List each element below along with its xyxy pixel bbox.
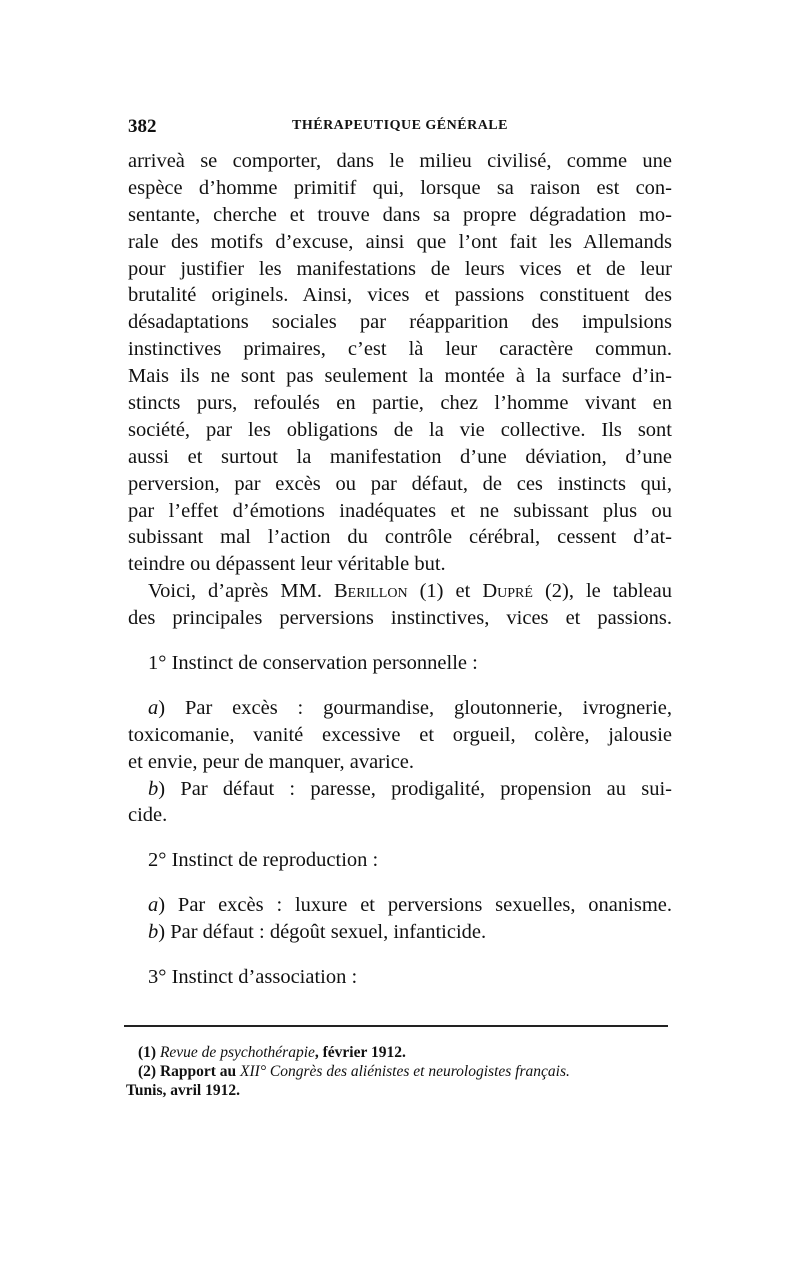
paragraph-1-line: espèce d’homme primitif qui, lorsque sa raison est con- — [128, 176, 672, 199]
section-2-heading: 2° Instinct de reproduction : — [148, 849, 379, 872]
section-1-a-line-3: et envie, peur de manquer, avarice. — [128, 750, 415, 773]
paragraph-1-line: perversion, par excès ou par défaut, de ces instincts qui, — [128, 472, 672, 495]
paragraph-1-line: Mais ils ne sont pas seulement la montée à la surface d’in- — [128, 365, 672, 388]
section-1-b-line-2: cide. — [128, 804, 168, 827]
footnote-2-continuation: Tunis, avril 1912. — [126, 1082, 240, 1099]
body-text — [128, 148, 672, 991]
paragraph-1-line: instinctives primaires, c’est là leur caractère commun. — [128, 338, 672, 361]
section-1-a-line-2: toxicomanie, vanité excessive et orgueil, colère, jalousie — [128, 723, 672, 746]
paragraph-1-line: pour justifier les manifestations de leurs vices et de leur — [128, 257, 672, 280]
paragraph-1-line: société, par les obligations de la vie collective. Ils sont — [128, 418, 672, 441]
paragraph-1-line: aussi et surtout la manifestation d’une déviation, d’une — [128, 445, 672, 468]
footnotes — [126, 1043, 672, 1100]
paragraph-2-line-1: Voici, d’après MM. Berillon (1) et Dupré (2), le tableau — [148, 580, 672, 603]
paragraph-1-line: rale des motifs d’excuse, ainsi que l’ont fait les Allemands — [128, 230, 672, 253]
section-1-heading: 1° Instinct de conservation personnelle : — [148, 652, 478, 675]
paragraph-1 — [128, 148, 672, 578]
paragraph-1-line: subissant mal l’action du contrôle cérébral, cessent d’at- — [128, 526, 672, 549]
paragraph-1-line: arriveà se comporter, dans le milieu civilisé, comme une — [128, 150, 672, 172]
page-header — [128, 116, 672, 140]
section-2-b-line: b) Par défaut : dégoût sexuel, infanticide. — [148, 921, 487, 944]
footnote-2: (2) Rapport au XII° Congrès des aliénistes et neurologistes français. — [138, 1063, 570, 1080]
paragraph-1-line: teindre ou dépassent leur véritable but. — [128, 553, 446, 576]
paragraph-2-line-2: des principales perversions instinctives, vices et passions. — [128, 607, 672, 630]
section-3-heading: 3° Instinct d’association : — [148, 966, 358, 989]
author-berillon: Berillon — [334, 580, 408, 603]
section-1-a-line-1: a) Par excès : gourmandise, gloutonnerie, ivrognerie, — [148, 696, 672, 719]
footnote-1: (1) Revue de psychothérapie, février 1912. — [138, 1044, 406, 1061]
section-2-a-line: a) Par excès : luxure et perversions sexuelles, onanisme. — [148, 894, 672, 917]
paragraph-1-line: brutalité originels. Ainsi, vices et passions constituent des — [128, 284, 672, 307]
running-head: THÉRAPEUTIQUE GÉNÉRALE — [292, 118, 508, 133]
section-1-b-line-1: b) Par défaut : paresse, prodigalité, propension au sui- — [148, 777, 672, 800]
paragraph-1-line: stincts purs, refoulés en partie, chez l’homme vivant en — [128, 392, 672, 415]
author-dupre: Dupré — [482, 580, 533, 603]
page-number: 382 — [128, 116, 157, 137]
paragraph-1-line: par l’effet d’émotions inadéquates et ne subissant plus ou — [128, 499, 672, 522]
paragraph-1-line: désadaptations sociales par réapparition des impulsions — [128, 311, 672, 334]
footnote-rule — [124, 1025, 668, 1027]
paragraph-1-line: sentante, cherche et trouve dans sa propre dégradation mo- — [128, 203, 672, 226]
